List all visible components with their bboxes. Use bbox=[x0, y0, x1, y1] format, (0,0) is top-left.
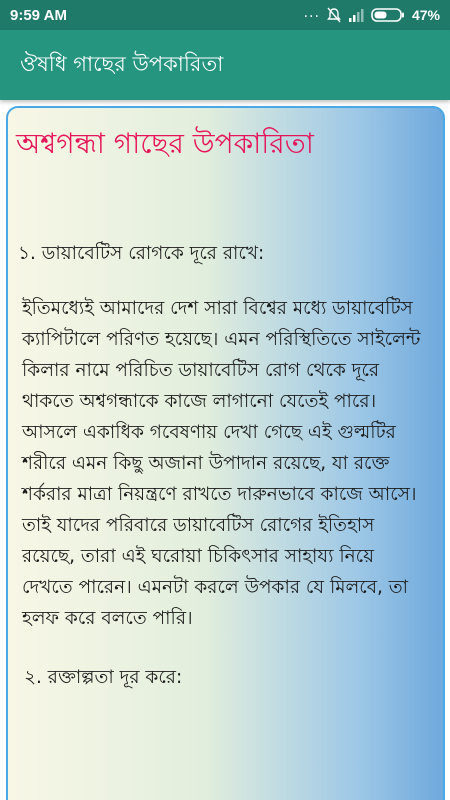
section-title: ১. ডায়াবেটিস রোগকে দূরে রাখে: bbox=[18, 243, 265, 264]
battery-icon bbox=[371, 8, 405, 22]
notification-dots: ... bbox=[303, 5, 320, 21]
signal-icon bbox=[348, 8, 364, 22]
article-card[interactable] bbox=[6, 106, 445, 800]
section-body: ইতিমধ্যেই আমাদের দেশ সারা বিশ্বের মধ্যে ডায়াবেটিস ক্যাপিটালে পরিণত হয়েছে। এমন পরিস্থিতিতে সাইলেন্ট কিলার নামে পরিচিত ডায়াবেটিস রোগ থেকে দূরে থাকতে অশ্বগন্ধাকে কাজে লাগানো যেতেই পারে। আসলে একাধিক গবেষণায় দেখা গেছে এই গুল্মটির শরীরে এমন কিছু অজানা উপাদান রয়েছে, যা রক্তে শর্করার মাত্রা নিয়ন্ত্রণে রাখতে দারুনভাবে কাজে আসে। তাই যাদের পরিবারে ডায়াবেটিস রোগের ইতিহাস রয়েছে, তারা এই ঘরোয়া চিকিৎসার সাহায্য নিয়ে দেখতে পারেন। এমনটা করলে উপকার যে মিলবে, তা হলফ করে বলতে পারি। bbox=[22, 298, 421, 629]
section-title: ২. রক্তাল্পতা দূর করে: bbox=[24, 667, 183, 688]
status-bar bbox=[0, 0, 450, 30]
app-bar bbox=[0, 30, 450, 100]
battery-percent: 47% bbox=[411, 7, 440, 23]
app-title: ঔষধি গাছের উপকারিতা bbox=[20, 51, 224, 76]
status-icons bbox=[304, 7, 440, 23]
status-time: 9:59 AM bbox=[10, 6, 67, 24]
article-heading: অশ্বগন্ধা গাছের উপকারিতা bbox=[16, 127, 314, 160]
article-content bbox=[18, 238, 428, 693]
mute-icon bbox=[327, 7, 341, 23]
